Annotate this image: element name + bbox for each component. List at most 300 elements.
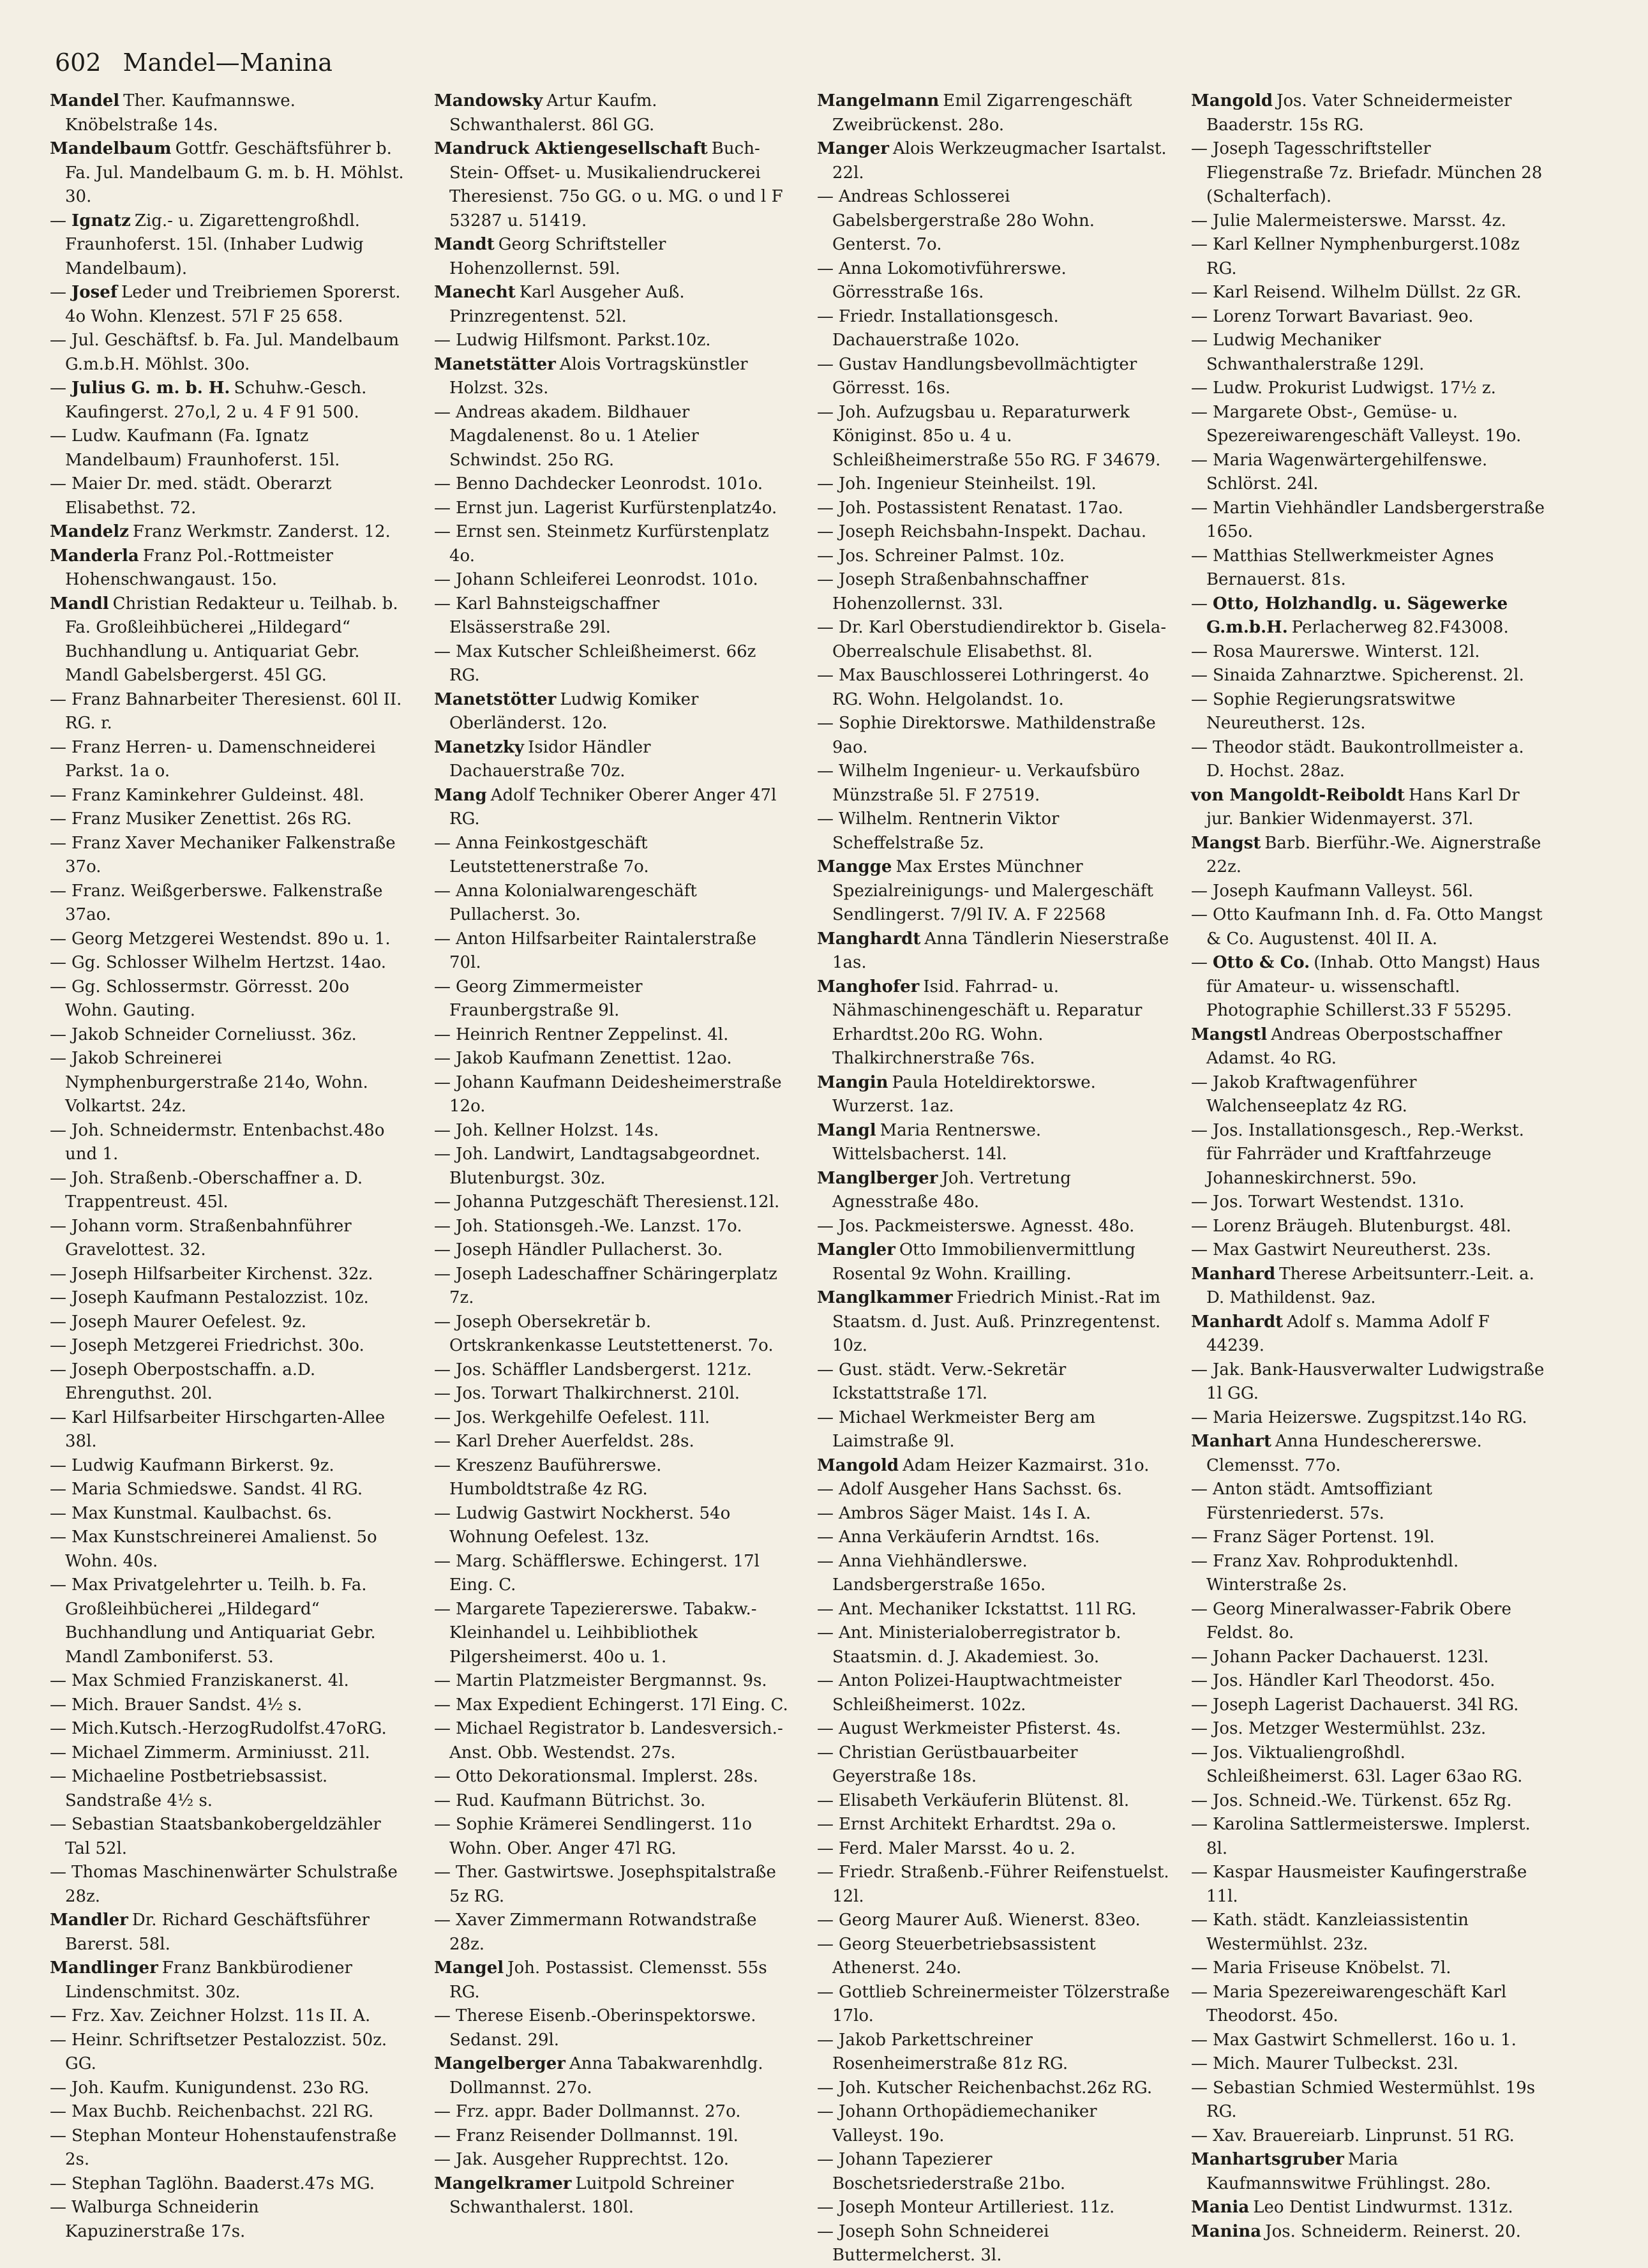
directory-entry: [1191, 2076, 1545, 2124]
entry-text: Jos. Packmeisterswe. Agnesst. 48o.: [839, 1216, 1135, 1236]
dash-marker: —: [1191, 1958, 1208, 1978]
dash-marker: —: [434, 2126, 451, 2145]
dash-marker: —: [1191, 1815, 1208, 1834]
dash-marker: —: [817, 1719, 834, 1738]
directory-entry: [50, 1358, 404, 1406]
dash-marker: —: [50, 1360, 66, 1379]
entry-text: Joseph Reichsbahn-Inspekt. Dachau.: [839, 522, 1147, 541]
directory-entry: [1191, 1478, 1545, 1526]
entry-text: Anna Hundeschererswe. Clemensst. 77o.: [1206, 1432, 1482, 1475]
directory-entry: [434, 329, 788, 353]
entry-text: Franz Reisender Dollmannst. 19l.: [456, 2126, 738, 2145]
directory-entry: [434, 1717, 788, 1765]
directory-entry: [50, 951, 404, 975]
dash-marker: —: [434, 570, 451, 589]
directory-entry: [1191, 1909, 1545, 1956]
directory-entry: [817, 1837, 1171, 1861]
entry-text: Sophie Direktorswe. Mathildenstraße 9ao.: [832, 714, 1156, 757]
entry-text: Ludwig Gastwirt Nockherst. 54o Wohnung Oefelest. 13z.: [449, 1503, 731, 1547]
dash-marker: —: [1191, 642, 1208, 661]
directory-entry: [434, 832, 788, 880]
directory-entry: [817, 760, 1171, 807]
directory-entry: [817, 664, 1171, 712]
directory-entry: [1191, 1646, 1545, 1670]
directory-entry: [50, 1669, 404, 1693]
entry-text: Joseph Händler Pullacherst. 3o.: [456, 1240, 723, 1259]
entry-name: Josef: [71, 283, 118, 302]
dash-marker: —: [50, 833, 66, 853]
dash-marker: —: [1191, 1911, 1208, 1930]
entry-name: Ignatz: [71, 211, 131, 230]
dash-marker: —: [1191, 498, 1208, 518]
directory-entry: [434, 2172, 788, 2220]
entry-text: Franz Xaver Mechaniker Falkenstraße 37o.: [65, 833, 396, 876]
directory-entry: [817, 1933, 1171, 1981]
entry-text: Martin Platzmeister Bergmannst. 9s.: [456, 1671, 767, 1690]
entry-text: Gottfr. Geschäftsführer b. Fa. Jul. Mandelbaum G. m. b. H. Möhlst. 30.: [65, 139, 404, 206]
entry-text: Jakob Schreinerei Nymphenburgerstraße 214o, Wohn. Volkartst. 24z.: [65, 1049, 368, 1116]
entry-text: Martin Viehhändler Landsbergerstraße 165o.: [1206, 498, 1545, 541]
entry-text: Gg. Schlosser Wilhelm Hertzst. 14ao.: [71, 953, 387, 972]
directory-entry: [817, 975, 1171, 1071]
entry-text: Maria Spezereiwarengeschäft Karl Theodorst. 45o.: [1206, 1982, 1507, 2025]
entry-text: Anton Hilfsarbeiter Raintalerstraße 70l.: [449, 929, 756, 972]
directory-entry: [434, 1861, 788, 1909]
directory-entry: [1191, 281, 1545, 305]
dash-marker: —: [434, 977, 451, 996]
directory-entry: [1191, 736, 1545, 784]
entry-text: Johann vorm. Straßenbahnführer Gravelottest. 32.: [65, 1216, 352, 1259]
entry-name: Mania: [1191, 2198, 1250, 2217]
entry-text: Ambros Säger Maist. 14s I. A.: [839, 1503, 1091, 1523]
entry-text: Jos. Viktualiengroßhdl. Schleißheimerst. 63l. Lager 63ao RG.: [1206, 1743, 1523, 1786]
entry-name: Mangge: [817, 857, 892, 876]
entry-text: Christian Gerüstbauarbeiter Geyerstraße 18s.: [832, 1743, 1078, 1786]
dash-marker: —: [50, 737, 66, 757]
directory-entry: [50, 2124, 404, 2172]
directory-entry: [817, 520, 1171, 544]
directory-entry: [817, 305, 1171, 353]
entry-name: Mangold: [817, 1455, 899, 1475]
directory-entry: [434, 1071, 788, 1119]
entry-name: Otto & Co.: [1213, 953, 1310, 972]
dash-marker: —: [434, 1216, 451, 1236]
directory-entry: [50, 784, 404, 808]
entry-name: Manger: [817, 139, 889, 158]
dash-marker: —: [817, 1551, 834, 1571]
entry-name: Manina: [1191, 2221, 1262, 2241]
entry-text: Joseph Maurer Oefelest. 9z.: [71, 1312, 307, 1332]
directory-entry: [50, 1765, 404, 1813]
entry-text: Kath. städt. Kanzleiassistentin Westermühlst. 23z.: [1206, 1911, 1469, 1954]
entry-name: Mandruck Aktiengesellschaft: [434, 139, 708, 158]
directory-entry: [434, 401, 788, 473]
entry-text: Artur Kaufm. Schwanthalerst. 86l GG.: [449, 91, 657, 135]
dash-marker: —: [434, 1384, 451, 1403]
entry-text: Matthias Stellwerkmeister Agnes Bernauerst. 81s.: [1206, 546, 1494, 589]
entry-text: Joh. Vertretung Agnesstraße 48o.: [832, 1168, 1071, 1212]
directory-entry: [1191, 903, 1545, 951]
entry-text: Georg Steuerbetriebsassistent Athenerst. 24o.: [832, 1934, 1096, 1978]
directory-entry: [50, 329, 404, 377]
entry-text: Joseph Kaufmann Valleyst. 56l.: [1213, 881, 1474, 901]
directory-entry: [1191, 2196, 1545, 2220]
directory-entry: [50, 1861, 404, 1909]
entry-text: Gottlieb Schreinermeister Tölzerstraße 17lo.: [832, 1982, 1170, 2025]
directory-entry: [1191, 1430, 1545, 1478]
entry-text: Joseph Kaufmann Pestalozzist. 10z.: [71, 1288, 369, 1307]
entry-text: Otto Kaufmann Inh. d. Fa. Otto Mangst & Co. Augustenst. 40l II. A.: [1206, 905, 1543, 949]
entry-text: Julie Malermeisterswe. Marsst. 4z.: [1213, 211, 1506, 230]
directory-entry: [1191, 305, 1545, 329]
dash-marker: —: [817, 1791, 834, 1810]
entry-text: Gust. städt. Verw.-Sekretär Ickstattstraße 17l.: [832, 1360, 1067, 1403]
entry-name: Mangelmann: [817, 91, 940, 110]
dash-marker: —: [1191, 1647, 1208, 1667]
dash-marker: —: [434, 522, 451, 541]
columns: [50, 89, 1601, 2265]
dash-marker: —: [817, 187, 834, 206]
dash-marker: —: [1191, 402, 1208, 422]
dash-marker: —: [434, 331, 451, 350]
directory-entry: [434, 2100, 788, 2124]
dash-marker: —: [1191, 1863, 1208, 1882]
directory-entry: [434, 1454, 788, 1502]
dash-marker: —: [1191, 139, 1208, 158]
entry-text: Jakob Schneider Corneliusst. 36z.: [71, 1025, 357, 1044]
dash-marker: —: [434, 642, 451, 661]
entry-text: Franz Xav. Rohproduktenhdl. Winterstraße 2s.: [1206, 1551, 1459, 1595]
directory-entry: [434, 1263, 788, 1310]
entry-name: Mandt: [434, 235, 495, 254]
dash-marker: —: [50, 1863, 66, 1882]
dash-marker: —: [817, 546, 834, 566]
directory-entry: [1191, 1310, 1545, 1358]
entry-text: Jak. Ausgeher Rupprechtst. 12o.: [456, 2150, 729, 2169]
directory-entry: [1191, 544, 1545, 592]
entry-text: Therese Eisenb.-Oberinspektorswe. Sedanst. 29l.: [449, 2006, 756, 2050]
entry-text: Georg Metzgerei Westendst. 89o u. 1.: [71, 929, 391, 949]
dash-marker: —: [434, 1503, 451, 1523]
dash-marker: —: [1191, 235, 1208, 254]
directory-entry: [1191, 1358, 1545, 1406]
dash-marker: —: [50, 689, 66, 709]
directory-entry: [817, 1358, 1171, 1406]
directory-entry: [817, 353, 1171, 401]
dash-marker: —: [1191, 1695, 1208, 1715]
dash-marker: —: [50, 2126, 66, 2145]
dash-marker: —: [1191, 1408, 1208, 1427]
dash-marker: —: [1191, 1719, 1208, 1738]
directory-entry: [434, 1310, 788, 1358]
directory-entry: [817, 1526, 1171, 1550]
entry-text: Friedrich Minist.-Rat im Staatsm. d. Just. Auß. Prinzregentenst. 10z.: [832, 1288, 1161, 1355]
dash-marker: —: [50, 1408, 66, 1427]
entry-text: Jakob Kaufmann Zenettist. 12ao.: [456, 1049, 732, 1068]
dash-marker: —: [50, 929, 66, 949]
dash-marker: —: [50, 2030, 66, 2050]
directory-entry: [50, 1263, 404, 1287]
entry-text: Johann Tapezierer Boschetsriederstraße 21bo.: [832, 2150, 1066, 2193]
entry-text: Emil Zigarrengeschäft Zweibrückenst. 28o.: [832, 91, 1132, 135]
entry-text: Jos. Installationsgesch., Rep.-Werkst. für Fahrräder und Kraftfahrzeuge Johanneskirchnerst. 59o.: [1206, 1120, 1524, 1188]
entry-text: Anton städt. Amtsoffiziant Fürstenriederst. 57s.: [1206, 1480, 1432, 1523]
entry-name: Manglberger: [817, 1168, 938, 1188]
dash-marker: —: [817, 522, 834, 541]
entry-text: Sebastian Staatsbankobergeldzähler Tal 52l.: [65, 1815, 381, 1858]
dash-marker: —: [434, 929, 451, 949]
dash-marker: —: [434, 1791, 451, 1810]
directory-entry: [817, 1598, 1171, 1622]
entry-text: Jos. Torwart Westendst. 131o.: [1213, 1192, 1465, 1212]
directory-entry: [1191, 688, 1545, 736]
directory-entry: [434, 1813, 788, 1861]
directory-entry: [817, 1238, 1171, 1286]
entry-text: Elisabeth Verkäuferin Blütenst. 8l.: [839, 1791, 1130, 1810]
entry-text: Adam Heizer Kazmairst. 31o.: [903, 1455, 1150, 1475]
directory-entry: [817, 1861, 1171, 1909]
directory-entry: [434, 1765, 788, 1789]
entry-text: Max Kutscher Schleißheimerst. 66z RG.: [449, 642, 756, 685]
entry-name: Mangler: [817, 1240, 895, 1259]
directory-entry: [434, 1502, 788, 1550]
entry-text: Maria Rentnerswe. Wittelsbacherst. 14l.: [832, 1120, 1042, 1164]
directory-entry: [50, 544, 404, 592]
dash-marker: —: [50, 1455, 66, 1475]
dash-marker: —: [1191, 1528, 1208, 1547]
dash-marker: —: [50, 474, 66, 493]
entry-text: Dr. Karl Oberstudiendirektor b. Gisela-Oberrealschule Elisabethst. 8l.: [832, 618, 1167, 661]
dash-marker: —: [50, 283, 66, 302]
dash-marker: —: [50, 1312, 66, 1332]
entry-name: Mangold: [1191, 91, 1273, 110]
entry-text: Franz Bahnarbeiter Theresienst. 60l II. RG. r.: [65, 689, 402, 733]
dash-marker: —: [50, 1528, 66, 1547]
page-number: 602: [55, 49, 101, 77]
directory-entry: [434, 927, 788, 975]
entry-text: Georg Zimmermeister Fraunbergstraße 9l.: [449, 977, 643, 1020]
entry-text: Xav. Brauereiarb. Linprunst. 51 RG.: [1213, 2126, 1515, 2145]
directory-entry: [1191, 664, 1545, 688]
dash-marker: —: [50, 2006, 66, 2025]
dash-marker: —: [817, 809, 834, 829]
entry-text: Joh. Stationsgeh.-We. Lanzst. 17o.: [456, 1216, 742, 1236]
directory-entry: [1191, 1598, 1545, 1646]
dash-marker: —: [1191, 283, 1208, 302]
dash-marker: —: [50, 2078, 66, 2098]
directory-entry: [50, 2100, 404, 2124]
entry-text: Joh. Kutscher Reichenbachst.26z RG.: [839, 2078, 1153, 2098]
dash-marker: —: [50, 785, 66, 805]
dash-marker: —: [50, 953, 66, 972]
entry-name: Manghardt: [817, 929, 921, 949]
directory-entry: [817, 568, 1171, 616]
directory-entry: [50, 736, 404, 784]
entry-text: Anna Verkäuferin Arndtst. 16s.: [839, 1528, 1100, 1547]
dash-marker: —: [434, 1025, 451, 1044]
entry-text: Alois Vortragskünstler Holzst. 32s.: [449, 354, 748, 398]
dash-marker: —: [817, 2102, 834, 2121]
entry-text: Gg. Schlossermstr. Görresst. 20o Wohn. Gauting.: [65, 977, 350, 1020]
dash-marker: —: [1191, 2126, 1208, 2145]
directory-entry: [50, 472, 404, 520]
dash-marker: —: [1191, 1982, 1208, 2002]
directory-entry: [434, 784, 788, 832]
column-3: [817, 89, 1171, 2265]
entry-text: Mich. Brauer Sandst. 4½ s.: [71, 1695, 303, 1715]
entry-text: Ludwig Kaufmann Birkerst. 9z.: [71, 1455, 334, 1475]
directory-entry: [50, 927, 404, 952]
entry-text: Andreas Oberpostschaffner Adamst. 4o RG.: [1206, 1025, 1502, 1068]
directory-entry: [817, 257, 1171, 305]
entry-text: Franz Musiker Zenettist. 26s RG.: [71, 809, 352, 829]
dash-marker: —: [50, 1216, 66, 1236]
directory-entry: [50, 2172, 404, 2197]
dash-marker: —: [434, 1671, 451, 1690]
directory-entry: [817, 89, 1171, 137]
entry-text: Mich.Kutsch.-HerzogRudolfst.47oRG.: [71, 1719, 387, 1738]
dash-marker: —: [434, 833, 451, 853]
entry-text: (Inhab. Otto Mangst) Haus für Amateur- u. wissenschaftl. Photographie Schillerst.33 F 55295.: [1206, 953, 1540, 1020]
entry-text: Jak. Bank-Hausverwalter Ludwigstraße 1l GG.: [1206, 1360, 1545, 1403]
dash-marker: —: [50, 379, 66, 398]
entry-text: Michaeline Postbetriebsassist. Sandstraße 4½ s.: [65, 1767, 328, 1810]
entry-text: Zig.- u. Zigarettengroßhdl. Fraunhoferst. 15l. (Inhaber Ludwig Mandelbaum).: [65, 211, 364, 278]
directory-entry: [50, 975, 404, 1023]
entry-name: Mandel: [50, 91, 120, 110]
directory-entry: [50, 880, 404, 927]
entry-text: Andreas akadem. Bildhauer Magdalenenst. 8o u. 1 Atelier Schwindst. 25o RG.: [449, 402, 699, 470]
directory-entry: [434, 1358, 788, 1383]
dash-marker: —: [817, 1863, 834, 1882]
entry-text: Christian Redakteur u. Teilhab. b. Fa. Großleihbücherei „Hildegard“ Buchhandlung u. Antiquariat Gebr. Mandl Gabelsbergerst. 45l GG.: [65, 594, 398, 685]
entry-text: Marg. Schäfflerswe. Echingerst. 17l Eing. C.: [449, 1551, 760, 1595]
dash-marker: —: [1191, 1671, 1208, 1690]
entry-text: Ludw. Kaufmann (Fa. Ignatz Mandelbaum) Fraunhoferst. 15l.: [65, 426, 340, 470]
dash-marker: —: [1191, 953, 1208, 972]
dash-marker: —: [50, 2198, 66, 2217]
directory-entry: [50, 89, 404, 137]
entry-text: Karl Kellner Nymphenburgerst.108z RG.: [1206, 235, 1520, 278]
entry-name: Mangelkramer: [434, 2174, 572, 2193]
directory-entry: [434, 736, 788, 784]
entry-text: Anna Tabakwarenhdlg. Dollmannst. 27o.: [449, 2054, 763, 2098]
dash-marker: —: [817, 2198, 834, 2217]
entry-text: Jos. Schneiderm. Reinerst. 20.: [1265, 2221, 1521, 2241]
dash-marker: —: [434, 1432, 451, 1451]
dash-marker: —: [817, 1408, 834, 1427]
directory-entry: [1191, 89, 1545, 137]
directory-entry: [50, 1215, 404, 1263]
entry-text: Joseph Straßenbahnschaffner Hohenzollernst. 33l.: [832, 570, 1088, 613]
dash-marker: —: [1191, 594, 1208, 613]
entry-text: Adolf s. Mamma Adolf F 44239.: [1206, 1312, 1490, 1355]
entry-text: August Werkmeister Pfisterst. 4s.: [839, 1719, 1121, 1738]
directory-entry: [1191, 1741, 1545, 1789]
entry-text: Frz. Xav. Zeichner Holzst. 11s II. A.: [71, 2006, 371, 2025]
entry-text: Isid. Fahrrad- u. Nähmaschinengeschäft u. Reparatur Erhardtst.20o RG. Wohn. Thalkirchnerstraße 76s.: [832, 977, 1142, 1068]
directory-entry: [817, 401, 1171, 473]
entry-name: Julius G. m. b. H.: [71, 379, 230, 398]
directory-entry: [50, 1813, 404, 1861]
directory-entry: [434, 1238, 788, 1263]
directory-entry: [1191, 1693, 1545, 1718]
directory-entry: [50, 1406, 404, 1454]
directory-entry: [1191, 2124, 1545, 2149]
directory-entry: [50, 281, 404, 329]
directory-entry: [434, 688, 788, 736]
dash-marker: —: [817, 2150, 834, 2169]
entry-text: Franz Herren- u. Damenschneiderei Parkst. 1a o.: [65, 737, 376, 781]
dash-marker: —: [1191, 1216, 1208, 1236]
directory-entry: [1191, 1717, 1545, 1741]
entry-text: Therese Arbeitsunterr.-Leit. a. D. Mathildenst. 9az.: [1206, 1264, 1534, 1307]
directory-entry: [817, 855, 1171, 927]
directory-entry: [817, 472, 1171, 497]
directory-entry: [434, 1406, 788, 1431]
entry-text: Dr. Richard Geschäftsführer Barerst. 58l.: [65, 1911, 370, 1954]
directory-entry: [434, 1023, 788, 1048]
dash-marker: —: [50, 1695, 66, 1715]
directory-entry: [434, 1909, 788, 1956]
entry-text: Jos. Werkgehilfe Oefelest. 11l.: [456, 1408, 710, 1427]
dash-marker: —: [434, 1049, 451, 1068]
directory-entry: [434, 1430, 788, 1454]
dash-marker: —: [434, 2102, 451, 2121]
directory-entry: [50, 1286, 404, 1310]
directory-entry: [817, 616, 1171, 664]
dash-marker: —: [1191, 1240, 1208, 1259]
directory-entry: [1191, 1981, 1545, 2029]
directory-entry: [817, 1215, 1171, 1239]
entry-text: Anton Polizei-Hauptwachtmeister Schleißheimerst. 102z.: [832, 1671, 1122, 1715]
entry-text: Joh. Kaufm. Kunigundenst. 23o RG.: [71, 2078, 370, 2098]
directory-entry: [1191, 1263, 1545, 1310]
entry-text: Anna Viehhändlerswe. Landsbergerstraße 165o.: [832, 1551, 1046, 1595]
dash-marker: —: [817, 1480, 834, 1499]
dash-marker: —: [50, 1815, 66, 1834]
dash-marker: —: [434, 1551, 451, 1571]
entry-text: Johann Kaufmann Deidesheimerstraße 12o.: [449, 1072, 782, 1116]
directory-entry: [817, 1717, 1171, 1741]
entry-text: Ludwig Hilfsmont. Parkst.10z.: [456, 331, 711, 350]
directory-entry: [817, 1550, 1171, 1598]
dash-marker: —: [434, 1312, 451, 1332]
dash-marker: —: [817, 354, 834, 374]
dash-marker: —: [1191, 2078, 1208, 2098]
dash-marker: —: [1191, 1360, 1208, 1379]
directory-entry: [434, 1119, 788, 1143]
entry-text: Joh. Landwirt, Landtagsabgeordnet. Blutenburgst. 30z.: [449, 1145, 761, 1188]
entry-text: Jos. Schreiner Palmst. 10z.: [839, 546, 1065, 566]
entry-text: Max Kunstmal. Kaulbachst. 6s.: [71, 1503, 333, 1523]
dash-marker: —: [434, 1695, 451, 1715]
directory-entry: [817, 2220, 1171, 2268]
entry-text: Joseph Ladeschaffner Schäringerplatz 7z.: [449, 1264, 777, 1307]
entry-name: Manecht: [434, 283, 516, 302]
directory-entry: [50, 1956, 404, 2004]
dash-marker: —: [434, 1767, 451, 1786]
dash-marker: —: [50, 211, 66, 230]
entry-text: Joh. Ingenieur Steinheilst. 19l.: [839, 474, 1097, 493]
dash-marker: —: [1191, 450, 1208, 470]
entry-text: Max Kunstschreinerei Amalienst. 5o Wohn. 40s.: [65, 1528, 377, 1571]
directory-entry: [434, 1190, 788, 1215]
entry-name: Mangelberger: [434, 2054, 566, 2073]
dash-marker: —: [817, 2030, 834, 2050]
directory-entry: [50, 1741, 404, 1766]
dash-marker: —: [434, 1455, 451, 1475]
